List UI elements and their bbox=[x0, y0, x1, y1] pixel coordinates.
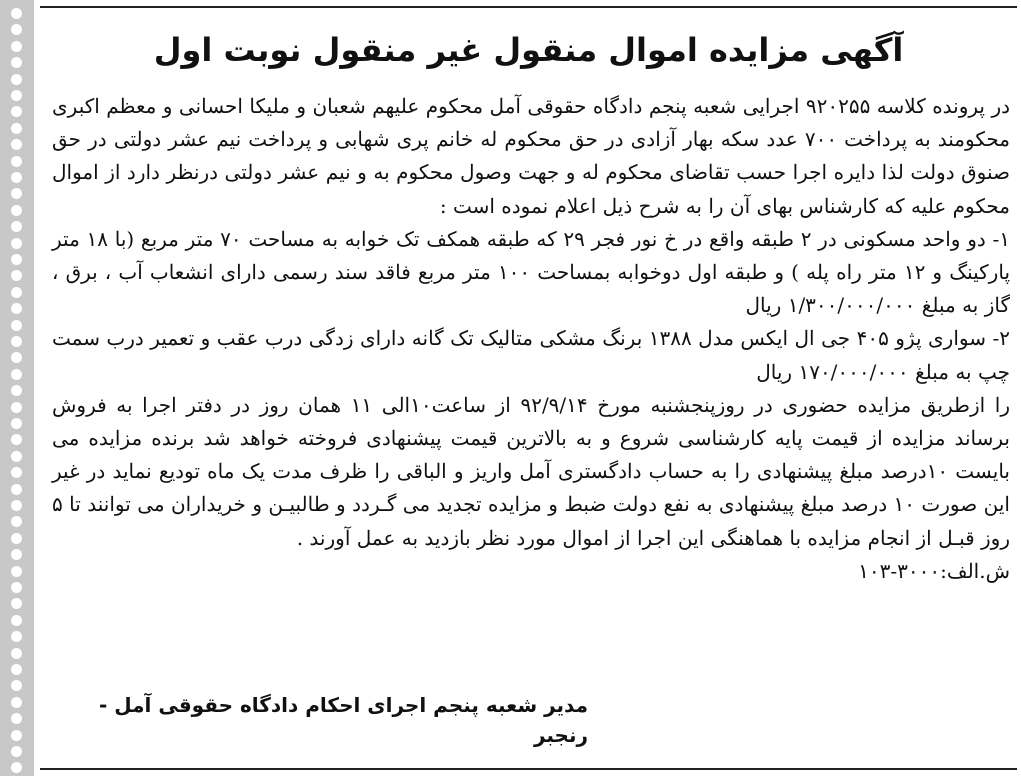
notice-reference-number: ش.الف:۳۰۰۰-۱۰۳ bbox=[858, 558, 1010, 583]
perforation-hole bbox=[11, 287, 22, 298]
notice-title: آگهی مزایده اموال منقول غیر منقول نوبت اول bbox=[153, 31, 904, 69]
notice-auction-terms: را ازطریق مزایده حضوری در روزپنجشنبه مورخ ۹۲/۹/۱۴ از ساعت۱۰الی ۱۱ همان روز در دفتر اجرا به فروش برساند مزایده از قیمت پایه کارشناسی شروع و به بالاترین قیمت پیشنهادی فروخته خواهد شد برنده مزایده می بایست ۱۰درصد مبلغ پیشنهادی را به حساب دادگستری آمل واریز و الباقی را ظرف مدت یک ماه توديع نماید در غیر این صورت ۱۰ درصد مبلغ پیشنهادی به نفع دولت ضبط و مزایده تجدید می گـردد و طالبیـن و خریداران می توانند تا ۵ روز قبـل از انجام مزایده با هماهنگی این اجرا از اموال مورد نظر بازدید به عمل آورند . bbox=[52, 392, 1011, 550]
perforation-hole bbox=[11, 762, 22, 773]
perforation-hole bbox=[11, 57, 22, 68]
perforation-hole bbox=[11, 648, 22, 659]
perforation-hole bbox=[11, 369, 22, 380]
perforation-hole bbox=[11, 615, 22, 626]
perforation-hole bbox=[11, 713, 22, 724]
perforation-hole bbox=[11, 41, 22, 52]
perforation-hole bbox=[11, 320, 22, 331]
perforation-hole bbox=[11, 385, 22, 396]
notice-item-1: ۱- دو واحد مسکونی در ۲ طبقه واقع در خ نور فجر ۲۹ که طبقه همکف تک خوابه به مساحت ۷۰ متر مربع (با ۱۸ متر پارکینگ و ۱۲ متر راه پله ) و طبقه اول دوخوابه بمساحت ۱۰۰ متر مربع فاقد سند رسمی دارای انشعاب آب ، برق ، گاز به مبلغ ۱/۳۰۰/۰۰۰/۰۰۰ ریال bbox=[52, 226, 1011, 318]
perforation-hole bbox=[11, 8, 22, 19]
notice-item-2: ۲- سواری پژو ۴۰۵ جی ال ایکس مدل ۱۳۸۸ برنگ مشکی متالیک تک گانه دارای زدگی درب عقب و تعمیر درب سمت چپ به مبلغ ۱۷۰/۰۰۰/۰۰۰ ریال bbox=[52, 326, 1010, 384]
perforated-margin bbox=[0, 0, 34, 776]
perforation-hole bbox=[11, 188, 22, 199]
notice-body bbox=[52, 90, 1010, 588]
notice-intro-paragraph: در پرونده کلاسه ۹۲۰۲۵۵ اجرایی شعبه پنجم دادگاه حقوقی آمل محکوم علیهم شعبان و ملیکا احسانی و معظم اکبری محکومند به پرداخت ۷۰۰ عدد سکه بهار آزادی در حق محکوم له خانم پری شهابی و پرداخت نیم عشر دولتی در حق صنوق دولت لذا دایره اجرا حسب تقاضای محکوم له و جهت وصول محکوم به و نیم عشر دولتی درنظر دارد از اموال محکوم علیه که کارشناس بهای آن را به شرح ذیل اعلام نموده است : bbox=[52, 94, 1011, 218]
perforation-hole bbox=[11, 156, 22, 167]
perforation-hole bbox=[11, 74, 22, 85]
perforation-hole bbox=[11, 238, 22, 249]
perforation-hole bbox=[11, 221, 22, 232]
notice-signature: مدیر شعبه پنجم اجرای احکام دادگاه حقوقی آمل - رنجبر bbox=[99, 693, 588, 747]
perforation-hole bbox=[11, 467, 22, 478]
perforation-hole bbox=[11, 549, 22, 560]
perforation-hole bbox=[11, 205, 22, 216]
perforation-hole bbox=[11, 664, 22, 675]
perforation-hole bbox=[11, 402, 22, 413]
perforation-hole bbox=[11, 566, 22, 577]
perforation-hole bbox=[11, 123, 22, 134]
perforation-hole bbox=[11, 451, 22, 462]
perforation-hole bbox=[11, 418, 22, 429]
perforation-hole bbox=[11, 303, 22, 314]
perforation-hole bbox=[11, 270, 22, 281]
perforation-hole bbox=[11, 434, 22, 445]
perforation-hole bbox=[11, 24, 22, 35]
perforation-hole bbox=[11, 139, 22, 150]
perforation-hole bbox=[11, 516, 22, 527]
perforation-hole bbox=[11, 106, 22, 117]
perforation-hole bbox=[11, 730, 22, 741]
perforation-hole bbox=[11, 533, 22, 544]
perforation-hole bbox=[11, 352, 22, 363]
perforation-hole bbox=[11, 680, 22, 691]
perforation-hole bbox=[11, 598, 22, 609]
perforation-hole bbox=[11, 484, 22, 495]
perforation-hole bbox=[11, 254, 22, 265]
perforation-hole bbox=[11, 90, 22, 101]
perforation-hole bbox=[11, 582, 22, 593]
perforation-hole bbox=[11, 172, 22, 183]
perforation-hole bbox=[11, 336, 22, 347]
perforation-hole bbox=[11, 631, 22, 642]
perforation-hole bbox=[11, 697, 22, 708]
perforation-hole bbox=[11, 746, 22, 757]
perforation-hole bbox=[11, 500, 22, 511]
